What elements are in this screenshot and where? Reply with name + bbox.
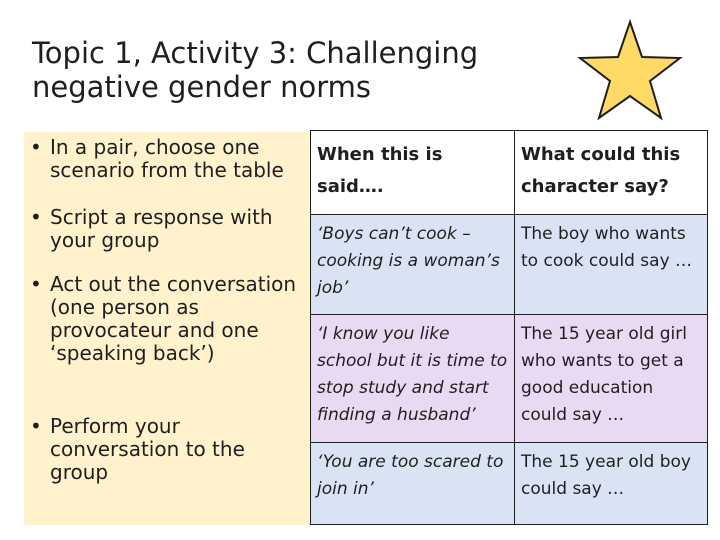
bullet-text: Script a response with your group	[50, 205, 273, 252]
table-row	[311, 443, 708, 525]
bullet-item	[30, 206, 308, 252]
table-row	[311, 315, 708, 443]
response-cell: The boy who wants to cook could say …	[515, 215, 708, 315]
bullet-item	[30, 136, 308, 182]
bullet-marker: •	[30, 135, 42, 159]
instructions-panel	[24, 132, 310, 525]
bullet-marker: •	[30, 272, 42, 296]
bullet-text: Perform your conversation to the group	[50, 414, 245, 484]
response-cell: The 15 year old girl who wants to get a good education could say …	[515, 315, 708, 443]
bullet-item	[30, 273, 308, 365]
header-character-say: What could this character say?	[515, 131, 708, 215]
scenario-cell: ‘You are too scared to join in’	[311, 443, 515, 525]
table-header-row	[311, 131, 708, 215]
response-cell: The 15 year old boy could say …	[515, 443, 708, 525]
scenario-table	[310, 130, 708, 525]
bullet-text: Act out the conversation (one person as provocateur and one ‘speaking back’)	[50, 272, 297, 365]
bullet-marker: •	[30, 205, 42, 229]
bullet-text: In a pair, choose one scenario from the table	[50, 135, 284, 182]
star-icon	[576, 18, 684, 122]
header-when-said: When this is said….	[311, 131, 515, 215]
table-row	[311, 215, 708, 315]
scenario-cell: ‘I know you like school but it is time to stop study and start finding a husband’	[311, 315, 515, 443]
bullet-marker: •	[30, 414, 42, 438]
slide-title: Topic 1, Activity 3: Challenging negative gender norms	[32, 36, 479, 104]
scenario-cell: ‘Boys can’t cook – cooking is a woman’s job’	[311, 215, 515, 315]
bullet-item	[30, 415, 308, 484]
